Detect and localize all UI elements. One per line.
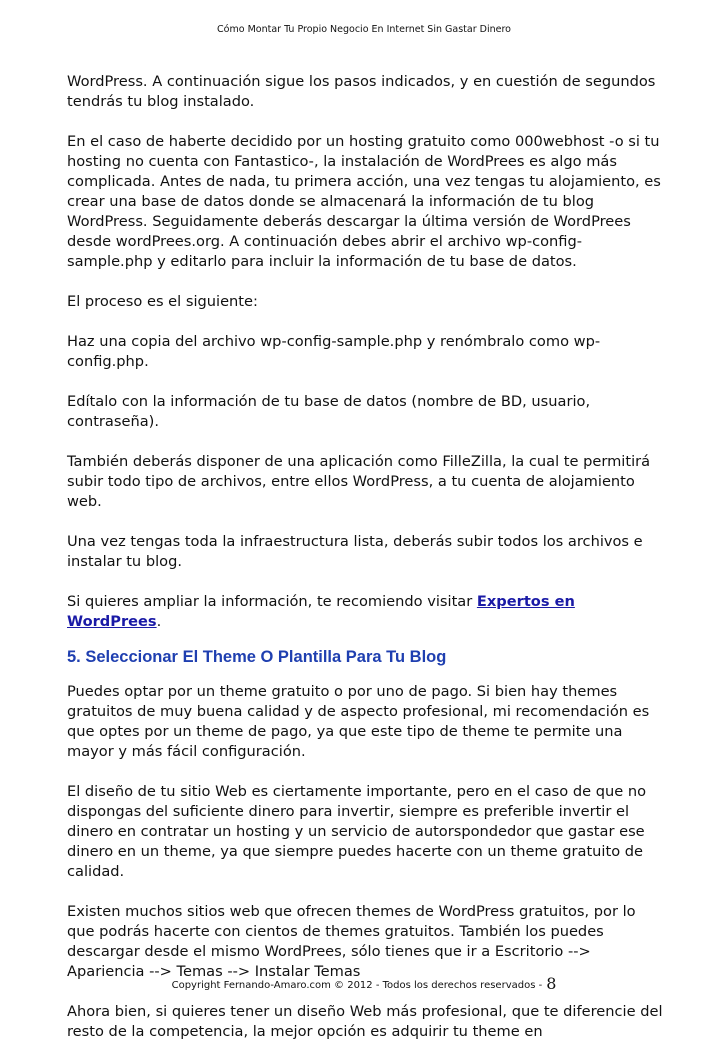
paragraph-end: . — [156, 613, 162, 630]
paragraph-text: Si quieres ampliar la información, te recomiendo visitar — [67, 593, 477, 610]
paragraph: También deberás disponer de una aplicación como FilleZilla, la cual te permitirá subir todo tipo de archivos, entre ellos WordPress, a tu cuenta de alojamiento web. — [67, 453, 651, 510]
page-body — [67, 72, 667, 1062]
page-number: 8 — [546, 974, 557, 993]
paragraph: Edítalo con la información de tu base de datos (nombre de BD, usuario, contraseña). — [67, 393, 591, 430]
paragraph: Puedes optar por un theme gratuito o por uno de pago. Si bien hay themes gratuitos de muy buena calidad y de aspecto profesional, mi recomendación es que optes por un theme de pago, ya que este tipo de theme te permite una mayor y más fácil configuración. — [67, 683, 650, 760]
running-header: Cómo Montar Tu Propio Negocio En Internet Sin Gastar Dinero — [217, 24, 511, 35]
copyright-text: Copyright Fernando-Amaro.com © 2012 - Todos los derechos reservados - — [171, 980, 543, 991]
paragraph: Una vez tengas toda la infraestructura lista, deberás subir todos los archivos e instalar tu blog. — [67, 533, 643, 570]
expertos-wordpress-link[interactable]: Expertos en WordPrees — [67, 593, 575, 630]
section-heading: 5. Seleccionar El Theme O Plantilla Para Tu Blog — [67, 648, 447, 666]
paragraph-with-link — [67, 592, 667, 632]
page-footer — [0, 974, 728, 993]
paragraph: El diseño de tu sitio Web es ciertamente importante, pero en el caso de que no dispongas del suficiente dinero para invertir, siempre es preferible invertir el dinero en contratar un hosting y un servicio de autorspondedor que gastar ese dinero en un theme, ya que siempre puedes hacerte con un theme gratuito de calidad. — [67, 783, 647, 880]
paragraph: Existen muchos sitios web que ofrecen themes de WordPress gratuitos, por lo que podrás hacerte con cientos de themes gratuitos. También los puedes descargar desde el mismo WordPrees, sólo tienes que ir a Escritorio --> Apariencia --> Temas --> Instalar Temas — [67, 903, 636, 980]
paragraph: WordPress. A continuación sigue los pasos indicados, y en cuestión de segundos tendrás tu blog instalado. — [67, 73, 656, 110]
paragraph: El proceso es el siguiente: — [67, 293, 258, 310]
paragraph: Haz una copia del archivo wp-config-sample.php y renómbralo como wp-config.php. — [67, 333, 601, 370]
paragraph: En el caso de haberte decidido por un hosting gratuito como 000webhost -o si tu hosting no cuenta con Fantastico-, la instalación de WordPrees es algo más complicada. Antes de nada, tu primera acción, una vez tengas tu alojamiento, es crear una base de datos donde se almacenará la información de tu blog WordPress. Seguidamente deberás descargar la última versión de WordPrees desde wordPrees.org. A continuación debes abrir el archivo wp-config-sample.php y editarlo para incluir la información de tu base de datos. — [67, 133, 661, 270]
paragraph: Ahora bien, si quieres tener un diseño Web más profesional, que te diferencie del resto de la competencia, la mejor opción es adquirir tu theme en — [67, 1003, 663, 1040]
